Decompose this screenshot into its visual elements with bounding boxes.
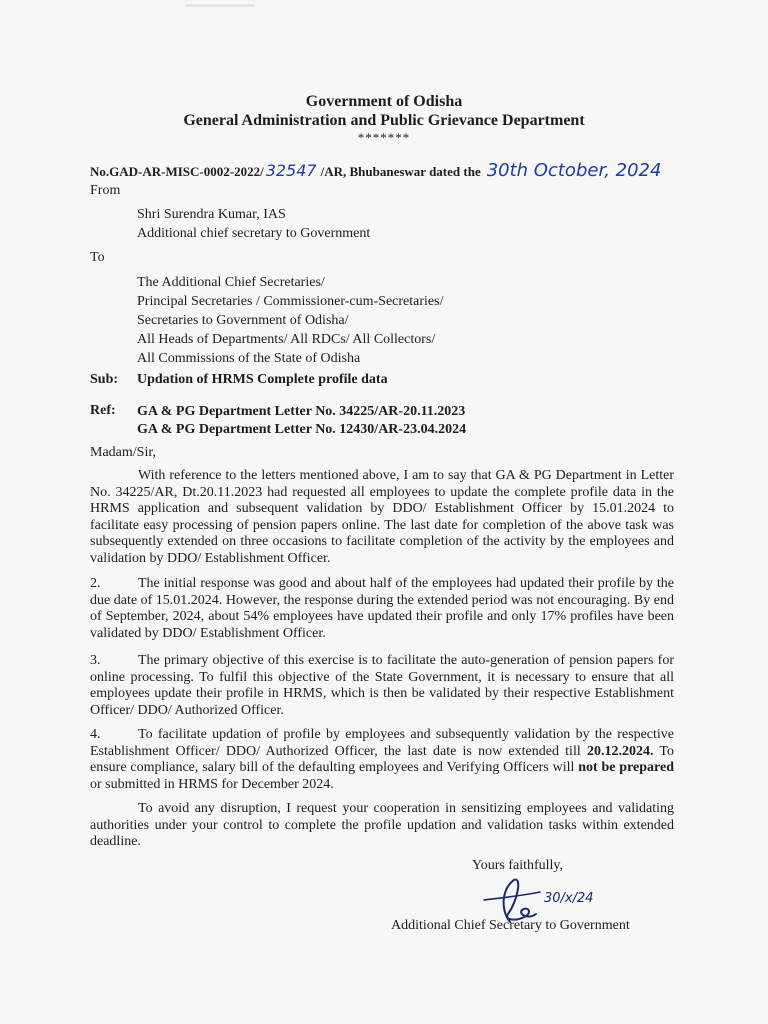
recipient-line: Secretaries to Government of Odisha/ xyxy=(137,313,349,328)
government-header: Government of Odisha xyxy=(305,93,463,110)
signature-date: 30/x/24 xyxy=(544,891,594,906)
extended-deadline: 20.12.2024. xyxy=(586,743,654,759)
paragraph-text: To facilitate updation of profile by employees and subsequently validation by the respective Establishment Officer/ DDO/ Authorized Officer, the last date is now extended till xyxy=(90,727,674,759)
closing-line: Yours faithfully, xyxy=(472,858,564,873)
paragraph-text: With reference to the letters mentioned above, I am to say that GA & PG Department in Letter No. 34225/AR, Dt.20.11.2023 had requested all employees to update the complete profile data in the HRMS application and subsequent validation by DDO/ Establishment Officer by 15.01.2024 to facilitate easy processing of pension papers online. The last date for completion of the above task was subsequently extended on three occasions to facilitate completion of the activity by the employees and validation by DDO/ Establishment Officer. xyxy=(90,468,674,566)
paragraph-text: or submitted in HRMS for December 2024. xyxy=(90,776,334,792)
department-header: General Administration and Public Grievance Department xyxy=(183,112,585,129)
paragraph-text: To ensure compliance, salary bill of the defaulting employees and Verifying Officers will xyxy=(90,743,674,775)
recipient-line: The Additional Chief Secretaries/ xyxy=(137,275,325,290)
reference-item: GA & PG Department Letter No. 34225/AR-20.11.2023 xyxy=(137,404,466,419)
paragraph-3 xyxy=(90,653,674,719)
sender-name: Shri Surendra Kumar, IAS xyxy=(137,207,286,222)
paragraph-4 xyxy=(90,727,674,793)
handwritten-letter-number: 32547 xyxy=(265,161,317,180)
salutation: Madam/Sir, xyxy=(90,445,156,460)
paragraph-final xyxy=(90,801,674,851)
to-label: To xyxy=(90,250,105,265)
emphasis-text: not be prepared xyxy=(578,760,675,775)
references-block xyxy=(137,403,466,439)
scan-artifact xyxy=(185,4,255,7)
recipient-line: All Heads of Departments/ All RDCs/ All Collectors/ xyxy=(137,332,436,347)
paragraph-intro xyxy=(90,468,674,567)
reference-item: GA & PG Department Letter No. 12430/AR-23.04.2024 xyxy=(137,422,467,437)
reference-prefix: No.GAD-AR-MISC-0002-2022/ xyxy=(90,164,264,179)
reference-suffix: /AR, Bhubaneswar dated the xyxy=(320,164,481,179)
sender-designation: Additional chief secretary to Government xyxy=(137,226,371,241)
paragraph-text: The initial response was good and about half of the employees had updated their profile by the due date of 15.01.2024. However, the response during the extended period was not encouraging. By end of September, 2024, about 54% employees have updated their profile and only 17% profiles have been validated by DDO/ Establishment Officer. xyxy=(90,576,674,641)
paragraph-2 xyxy=(90,576,674,642)
from-label: From xyxy=(90,183,121,198)
signatory-designation: Additional Chief Secretary to Government xyxy=(391,918,630,933)
recipient-line: Principal Secretaries / Commissioner-cum-Secretaries/ xyxy=(137,294,444,309)
header-separator: ******* xyxy=(357,130,411,145)
recipient-block xyxy=(137,273,443,368)
references-label: Ref: xyxy=(90,403,116,418)
sender-block xyxy=(137,205,370,243)
paragraph-text: To avoid any disruption, I request your cooperation in sensitizing employees and validating authorities under your control to complete the profile updation and validation tasks within extended deadline. xyxy=(90,801,674,849)
letter-reference-line xyxy=(90,160,661,181)
paragraph-number: 3. xyxy=(90,653,101,668)
handwritten-date: 30th October, 2024 xyxy=(486,160,662,181)
subject-text: Updation of HRMS Complete profile data xyxy=(137,372,388,387)
recipient-line: All Commissions of the State of Odisha xyxy=(137,351,361,366)
paragraph-number: 2. xyxy=(90,576,101,591)
paragraph-number: 4. xyxy=(90,727,101,742)
paragraph-text: The primary objective of this exercise is to facilitate the auto-generation of pension papers for online processing. To fulfil this objective of the State Government, it is necessary to ensure that all employees update their profile in HRMS, which is then be validated by their respective Establishment Officer/ DDO/ Authorized Officer. xyxy=(90,653,674,718)
subject-label: Sub: xyxy=(90,372,119,387)
